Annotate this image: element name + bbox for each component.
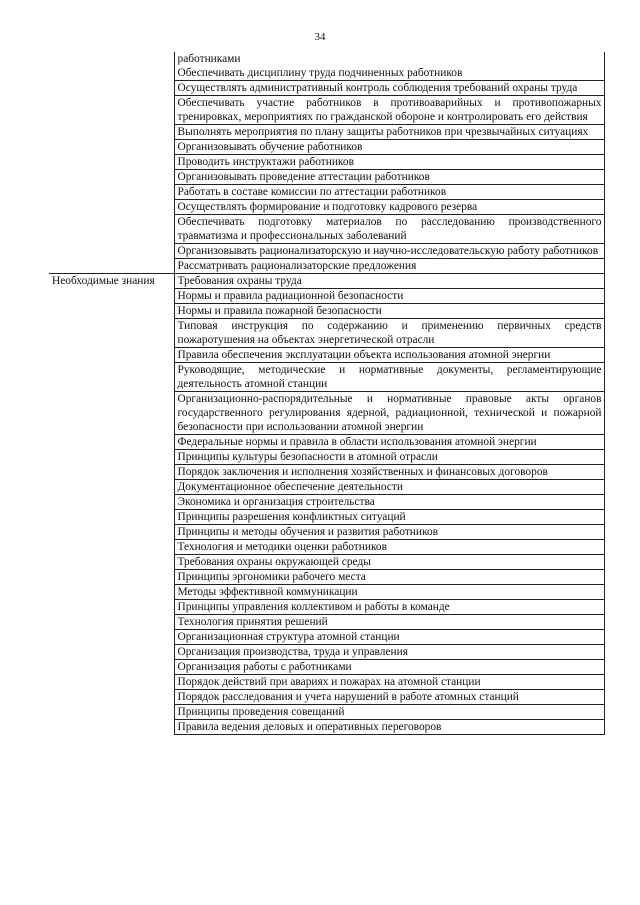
table-cell: Организовывать проведение аттестации работников — [174, 170, 604, 185]
table-cell: Организовывать обучение работников — [174, 140, 604, 155]
table-row — [49, 185, 604, 200]
section-label-cell-empty — [49, 645, 174, 660]
table-cell: Руководящие, методические и нормативные документы, регламентирующие деятельность атомной станции — [174, 363, 604, 392]
table-cell: Федеральные нормы и правила в области использования атомной энергии — [174, 435, 604, 450]
table-row — [49, 125, 604, 140]
table-cell: Экономика и организация строительства — [174, 495, 604, 510]
table-cell: Порядок действий при авариях и пожарах на атомной станции — [174, 675, 604, 690]
section-label-cell-empty — [49, 450, 174, 465]
section-label-cell-empty — [49, 215, 174, 244]
table-cell: Принципы культуры безопасности в атомной отрасли — [174, 450, 604, 465]
section-label-cell-empty — [49, 540, 174, 555]
table-row — [49, 630, 604, 645]
table-cell: Типовая инструкция по содержанию и применению первичных средств пожаротушения на объектах энергетической отрасли — [174, 319, 604, 348]
table-row — [49, 348, 604, 363]
table-cell: Технология принятия решений — [174, 615, 604, 630]
section-label-cell-empty — [49, 155, 174, 170]
table-cell: Технология и методики оценки работников — [174, 540, 604, 555]
section-label-cell-empty — [49, 510, 174, 525]
cell-text: Обеспечивать дисциплину труда подчиненных работников — [177, 67, 463, 79]
table-row — [49, 720, 604, 735]
table-row — [49, 510, 604, 525]
section-label-cell-empty — [49, 319, 174, 348]
table-row — [49, 259, 604, 274]
table-cell: Проводить инструктажи работников — [174, 155, 604, 170]
section-label-cell-empty — [49, 480, 174, 495]
table-row — [49, 96, 604, 125]
section-label-cell-empty — [49, 570, 174, 585]
table-row — [49, 690, 604, 705]
section-label-cell-empty — [49, 363, 174, 392]
section-label-cell-empty — [49, 259, 174, 274]
table-cell — [174, 52, 604, 81]
section-label-cell-empty — [49, 600, 174, 615]
table-cell: Выполнять мероприятия по плану защиты работников при чрезвычайных ситуациях — [174, 125, 604, 140]
table-row — [49, 705, 604, 720]
section-label-cell-empty — [49, 348, 174, 363]
table-row — [49, 600, 604, 615]
table-row — [49, 450, 604, 465]
table-row — [49, 615, 604, 630]
table-row — [49, 363, 604, 392]
table-cell: Правила ведения деловых и оперативных переговоров — [174, 720, 604, 735]
table-cell: Принципы разрешения конфликтных ситуаций — [174, 510, 604, 525]
table-cell: Обеспечивать подготовку материалов по расследованию производственного травматизма и профессиональных заболеваний — [174, 215, 604, 244]
table-row — [49, 81, 604, 96]
table-cell: Нормы и правила пожарной безопасности — [174, 304, 604, 319]
table-row — [49, 585, 604, 600]
table-row — [49, 480, 604, 495]
table-row — [49, 570, 604, 585]
section-label-cell-empty — [49, 304, 174, 319]
table-row — [49, 52, 604, 81]
section-label-cell-empty — [49, 660, 174, 675]
table-cell: Обеспечивать участие работников в противоаварийных и противопожарных тренировках, мероприятиях по гражданской обороне и контролировать его действия — [174, 96, 604, 125]
section-label-knowledge: Необходимые знания — [49, 274, 174, 289]
table-cell: Методы эффективной коммуникации — [174, 585, 604, 600]
table-cell: Принципы эргономики рабочего места — [174, 570, 604, 585]
table-row — [49, 140, 604, 155]
section-label-cell-empty — [49, 289, 174, 304]
table-row — [49, 170, 604, 185]
section-label-cell-empty — [49, 690, 174, 705]
section-label-cell-empty — [49, 435, 174, 450]
table-cell: Принципы и методы обучения и развития работников — [174, 525, 604, 540]
section-label-cell-empty — [49, 392, 174, 435]
section-label-cell-empty — [49, 555, 174, 570]
section-label-cell-empty — [49, 140, 174, 155]
table-cell: Организационно-распорядительные и нормативные правовые акты органов государственного регулирования ядерной, радиационной, технической и пожарной безопасности при использовании атомной энергии — [174, 392, 604, 435]
table-cell: Организовывать рационализаторскую и научно-исследовательскую работу работников — [174, 244, 604, 259]
table-row — [49, 435, 604, 450]
page-number: 34 — [314, 31, 326, 43]
table-row — [49, 675, 604, 690]
table-cell: Правила обеспечения эксплуатации объекта использования атомной энергии — [174, 348, 604, 363]
table-cell: Принципы управления коллективом и работы в команде — [174, 600, 604, 615]
section-label-cell-empty — [49, 705, 174, 720]
table-cell: Осуществлять административный контроль соблюдения требований охраны труда — [174, 81, 604, 96]
table-row — [49, 555, 604, 570]
table-cell: Осуществлять формирование и подготовку кадрового резерва — [174, 200, 604, 215]
table-cell: Требования охраны окружающей среды — [174, 555, 604, 570]
section-label-cell-empty — [49, 125, 174, 140]
section-label-cell-empty — [49, 525, 174, 540]
table-body — [49, 52, 604, 735]
table-cell: Принципы проведения совещаний — [174, 705, 604, 720]
table-cell: Порядок расследования и учета нарушений в работе атомных станций — [174, 690, 604, 705]
table-cell: Нормы и правила радиационной безопасности — [174, 289, 604, 304]
table-row — [49, 215, 604, 244]
table-row — [49, 319, 604, 348]
table-row — [49, 274, 604, 289]
section-label-cell-empty — [49, 244, 174, 259]
section-label-cell-empty — [49, 495, 174, 510]
table-row — [49, 289, 604, 304]
table-row — [49, 304, 604, 319]
table-row — [49, 540, 604, 555]
table-row — [49, 525, 604, 540]
table-cell: Рассматривать рационализаторские предложения — [174, 259, 604, 274]
table-row — [49, 495, 604, 510]
cell-text: работниками — [177, 53, 241, 65]
table-row — [49, 645, 604, 660]
section-label-cell-empty — [49, 96, 174, 125]
section-label-cell-empty — [49, 52, 174, 81]
table-cell: Организация производства, труда и управления — [174, 645, 604, 660]
section-label-cell-empty — [49, 465, 174, 480]
section-label-cell-empty — [49, 81, 174, 96]
table-cell: Документационное обеспечение деятельности — [174, 480, 604, 495]
table-row — [49, 200, 604, 215]
section-label-cell-empty — [49, 720, 174, 735]
table-cell: Организация работы с работниками — [174, 660, 604, 675]
section-label-cell-empty — [49, 630, 174, 645]
section-label-cell-empty — [49, 200, 174, 215]
section-label-cell-empty — [49, 615, 174, 630]
table-row — [49, 392, 604, 435]
table-row — [49, 244, 604, 259]
table-cell: Работать в составе комиссии по аттестации работников — [174, 185, 604, 200]
requirements-table — [49, 52, 605, 735]
section-label-cell-empty — [49, 170, 174, 185]
table-cell: Требования охраны труда — [174, 274, 604, 289]
table-cell: Порядок заключения и исполнения хозяйственных и финансовых договоров — [174, 465, 604, 480]
table-row — [49, 660, 604, 675]
table-row — [49, 155, 604, 170]
section-label-cell-empty — [49, 585, 174, 600]
table-row — [49, 465, 604, 480]
section-label-cell-empty — [49, 675, 174, 690]
table-cell: Организационная структура атомной станции — [174, 630, 604, 645]
section-label-cell-empty — [49, 185, 174, 200]
